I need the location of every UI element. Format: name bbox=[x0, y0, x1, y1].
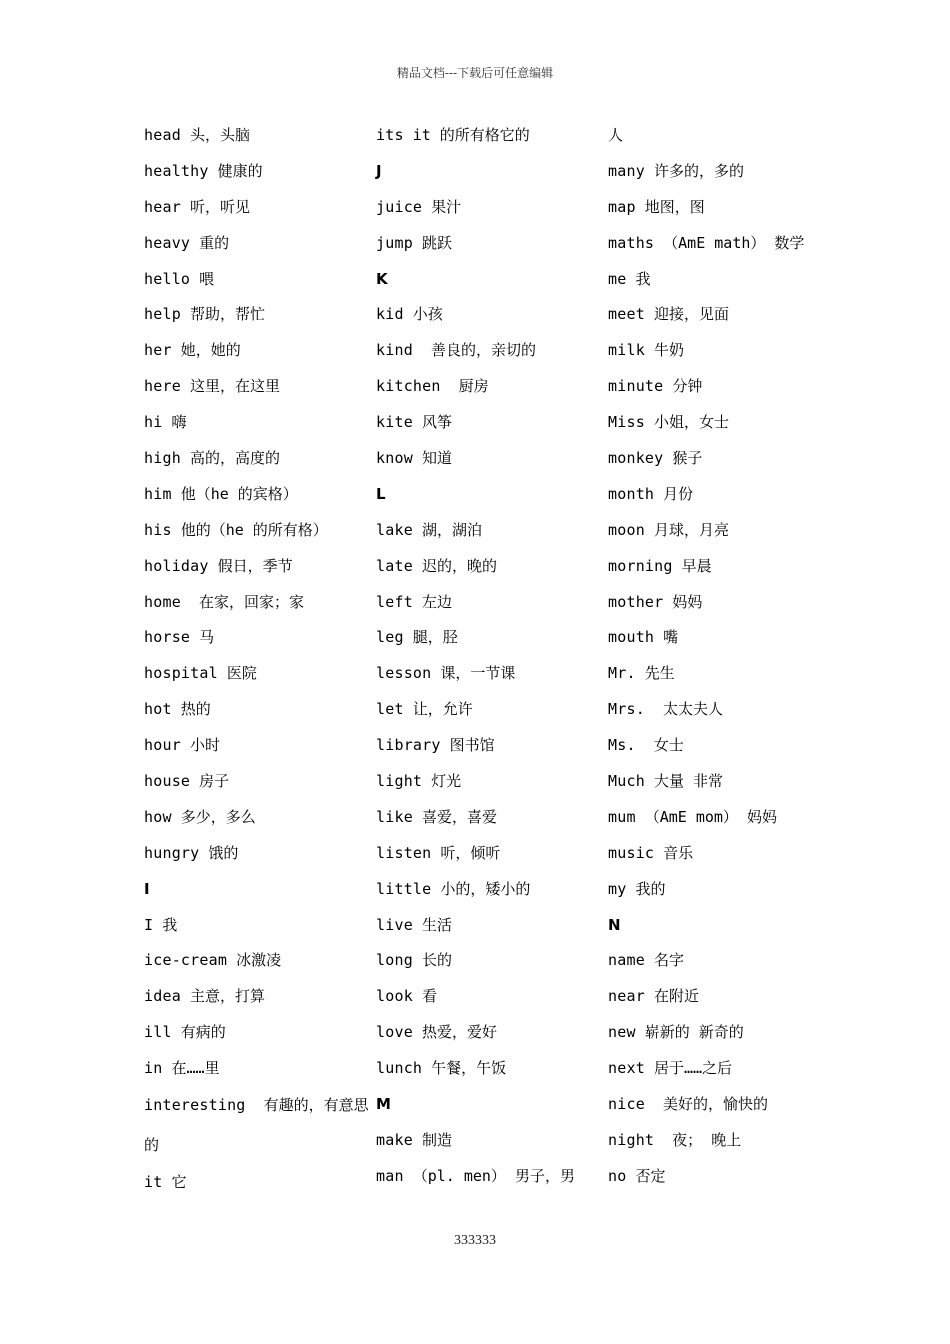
vocab-entry bbox=[144, 979, 369, 1015]
vocab-entry bbox=[608, 943, 833, 979]
vocab-meaning: 他的（he 的所有格） bbox=[180, 520, 328, 539]
vocab-entry bbox=[144, 297, 369, 333]
vocab-meaning: 有病的 bbox=[180, 1023, 226, 1042]
vocab-word: hello bbox=[144, 269, 191, 288]
vocab-meaning: 在……里 bbox=[171, 1059, 220, 1078]
vocab-word: interesting bbox=[144, 1096, 246, 1115]
vocab-meaning: 在附近 bbox=[653, 987, 699, 1006]
vocab-meaning: 图书馆 bbox=[449, 736, 495, 755]
vocab-word: love bbox=[376, 1023, 413, 1042]
page-footer: 333333 bbox=[454, 1233, 496, 1248]
vocab-column-3 bbox=[608, 118, 833, 1195]
vocab-meaning: 左边 bbox=[421, 592, 452, 611]
vocab-word: Ms. bbox=[608, 736, 636, 755]
vocab-meaning: 分钟 bbox=[672, 377, 703, 396]
vocab-entry bbox=[144, 1165, 369, 1201]
vocab-meaning: 冰激凌 bbox=[236, 951, 282, 970]
vocab-meaning: 听，听见 bbox=[189, 197, 250, 216]
vocab-entry bbox=[144, 800, 369, 836]
vocab-meaning: 看 bbox=[421, 987, 437, 1006]
vocab-word: ice-cream bbox=[144, 951, 228, 970]
vocab-word: me bbox=[608, 269, 627, 288]
vocab-meaning: 长的 bbox=[421, 951, 452, 970]
vocab-entry bbox=[376, 764, 601, 800]
vocab-word: left bbox=[376, 592, 413, 611]
vocab-meaning: 月份 bbox=[663, 484, 694, 503]
vocab-meaning: 音乐 bbox=[663, 843, 694, 862]
section-letter: M bbox=[376, 1095, 391, 1114]
vocab-word: it bbox=[144, 1173, 163, 1192]
vocab-word: lake bbox=[376, 520, 413, 539]
vocab-word: leg bbox=[376, 628, 404, 647]
vocab-entry bbox=[144, 764, 369, 800]
vocab-meaning: 在家，回家；家 bbox=[189, 592, 304, 611]
vocab-entry bbox=[376, 1051, 601, 1087]
vocab-word: night bbox=[608, 1130, 655, 1149]
vocab-meaning: 善良的，亲切的 bbox=[421, 341, 536, 360]
vocab-word: heavy bbox=[144, 233, 191, 252]
vocab-entry bbox=[608, 692, 833, 728]
vocab-entry bbox=[144, 1051, 369, 1087]
vocab-meaning: 风筝 bbox=[421, 413, 452, 432]
vocab-meaning: 果汁 bbox=[431, 197, 462, 216]
vocab-word: live bbox=[376, 915, 413, 934]
vocab-entry bbox=[376, 441, 601, 477]
vocab-entry bbox=[144, 585, 369, 621]
vocab-meaning: 牛奶 bbox=[653, 341, 684, 360]
vocab-meaning: 大量 非常 bbox=[653, 772, 723, 791]
vocab-entry bbox=[376, 333, 601, 369]
vocab-meaning: 马 bbox=[199, 628, 215, 647]
vocab-entry bbox=[608, 764, 833, 800]
vocab-meaning: 迟的，晚的 bbox=[421, 556, 497, 575]
vocab-entry bbox=[376, 118, 601, 154]
vocab-word: holiday bbox=[144, 556, 209, 575]
vocab-entry bbox=[608, 656, 833, 692]
vocab-word: juice bbox=[376, 197, 423, 216]
vocab-entry bbox=[608, 226, 833, 262]
vocab-meaning: 喜爱，喜爱 bbox=[421, 807, 497, 826]
vocab-entry bbox=[144, 118, 369, 154]
vocab-meaning: 帮助，帮忙 bbox=[189, 305, 265, 324]
vocab-meaning: 美好的，愉快的 bbox=[653, 1095, 768, 1114]
vocab-word: lunch bbox=[376, 1059, 423, 1078]
vocab-entry bbox=[144, 477, 369, 513]
vocab-entry bbox=[608, 800, 833, 836]
vocab-meaning: 嗨 bbox=[171, 413, 187, 432]
vocab-word: head bbox=[144, 126, 181, 144]
vocab-meaning: 腿，胫 bbox=[412, 628, 458, 647]
vocab-word: know bbox=[376, 449, 413, 468]
vocab-entry bbox=[608, 297, 833, 333]
vocab-entry bbox=[376, 656, 601, 692]
vocab-word: kite bbox=[376, 413, 413, 432]
vocab-entry bbox=[376, 872, 601, 908]
vocab-word: hear bbox=[144, 197, 181, 216]
vocab-meaning: it 的所有格它的 bbox=[412, 126, 530, 144]
vocab-meaning: 让，允许 bbox=[412, 700, 473, 719]
vocab-meaning: 月球，月亮 bbox=[653, 520, 729, 539]
vocab-word: high bbox=[144, 449, 181, 468]
vocab-entry bbox=[608, 1123, 833, 1159]
vocab-meaning: 人 bbox=[608, 126, 624, 144]
vocab-meaning: （AmE math） 数学 bbox=[663, 233, 805, 252]
vocab-meaning: 她，她的 bbox=[180, 341, 241, 360]
vocab-meaning: 有趣的，有意思的 bbox=[144, 1096, 369, 1155]
vocab-meaning: 湖，湖泊 bbox=[421, 520, 482, 539]
vocab-word: man bbox=[376, 1166, 404, 1185]
vocab-meaning: 高的，高度的 bbox=[189, 449, 280, 468]
vocab-word: I bbox=[144, 915, 154, 934]
vocab-word: milk bbox=[608, 341, 645, 360]
vocab-word: library bbox=[376, 736, 441, 755]
vocab-entry bbox=[144, 369, 369, 405]
vocab-word: new bbox=[608, 1023, 636, 1042]
vocab-meaning: 迎接，见面 bbox=[653, 305, 729, 324]
vocab-word: horse bbox=[144, 628, 191, 647]
vocab-meaning: 它 bbox=[171, 1173, 187, 1192]
section-letter: J bbox=[376, 161, 382, 180]
vocab-entry bbox=[608, 118, 833, 154]
vocab-word: her bbox=[144, 341, 172, 360]
vocab-entry bbox=[376, 369, 601, 405]
section-letter: I bbox=[144, 879, 150, 898]
vocab-entry bbox=[608, 1087, 833, 1123]
vocab-entry bbox=[608, 585, 833, 621]
vocab-word: my bbox=[608, 879, 627, 898]
vocab-entry bbox=[608, 154, 833, 190]
vocab-meaning: 否定 bbox=[635, 1166, 666, 1185]
vocab-word: month bbox=[608, 484, 655, 503]
vocab-word: kitchen bbox=[376, 377, 441, 396]
vocab-meaning: 午餐，午饭 bbox=[431, 1059, 507, 1078]
vocab-word: mother bbox=[608, 592, 664, 611]
vocab-entry bbox=[608, 190, 833, 226]
vocab-word: jump bbox=[376, 233, 413, 252]
vocab-meaning: 我 bbox=[635, 269, 651, 288]
section-letter: N bbox=[608, 915, 621, 934]
vocab-entry bbox=[608, 1051, 833, 1087]
vocab-entry bbox=[608, 262, 833, 298]
vocab-entry bbox=[144, 620, 369, 656]
vocab-meaning: 我 bbox=[162, 915, 178, 934]
vocab-meaning: 听，倾听 bbox=[440, 843, 501, 862]
vocab-meaning: 女士 bbox=[644, 736, 684, 755]
vocab-word: Mr. bbox=[608, 664, 636, 683]
vocab-word: hour bbox=[144, 736, 181, 755]
vocab-entry bbox=[608, 728, 833, 764]
vocab-meaning: 跳跃 bbox=[421, 233, 452, 252]
vocab-word: meet bbox=[608, 305, 645, 324]
vocab-word: house bbox=[144, 772, 191, 791]
vocab-word: map bbox=[608, 197, 636, 216]
vocab-word: its bbox=[376, 126, 404, 144]
vocab-word: nice bbox=[608, 1095, 645, 1114]
vocab-word: moon bbox=[608, 520, 645, 539]
vocab-meaning: 制造 bbox=[421, 1130, 452, 1149]
vocab-entry bbox=[144, 1085, 369, 1165]
vocab-entry bbox=[144, 333, 369, 369]
vocab-entry bbox=[144, 836, 369, 872]
vocab-word: music bbox=[608, 843, 655, 862]
vocab-entry bbox=[608, 836, 833, 872]
vocab-entry bbox=[144, 262, 369, 298]
vocab-entry bbox=[608, 477, 833, 513]
vocab-entry bbox=[144, 656, 369, 692]
vocab-word: make bbox=[376, 1130, 413, 1149]
vocab-meaning: 多少，多么 bbox=[180, 807, 256, 826]
vocab-word: many bbox=[608, 161, 645, 180]
vocab-word: let bbox=[376, 700, 404, 719]
vocab-meaning: 主意，打算 bbox=[189, 987, 265, 1006]
vocab-word: morning bbox=[608, 556, 673, 575]
vocab-entry bbox=[376, 226, 601, 262]
vocab-entry bbox=[376, 405, 601, 441]
section-letter: L bbox=[376, 484, 386, 503]
vocab-entry bbox=[608, 549, 833, 585]
vocab-word: his bbox=[144, 520, 172, 539]
vocab-meaning: 小孩 bbox=[412, 305, 443, 324]
vocab-entry bbox=[376, 692, 601, 728]
vocab-entry bbox=[144, 405, 369, 441]
vocab-meaning: 头，头脑 bbox=[189, 126, 250, 144]
vocab-entry bbox=[608, 620, 833, 656]
vocab-entry bbox=[376, 979, 601, 1015]
vocab-meaning: 居于……之后 bbox=[653, 1059, 732, 1078]
vocab-meaning: 知道 bbox=[421, 449, 452, 468]
vocab-word: like bbox=[376, 807, 413, 826]
vocab-entry bbox=[376, 728, 601, 764]
vocab-word: Mrs. bbox=[608, 700, 645, 719]
vocab-entry bbox=[376, 1123, 601, 1159]
vocab-meaning: 猴子 bbox=[672, 449, 703, 468]
vocab-meaning: 小时 bbox=[189, 736, 220, 755]
vocab-entry bbox=[608, 979, 833, 1015]
vocab-entry bbox=[144, 728, 369, 764]
vocab-word: home bbox=[144, 592, 181, 611]
vocab-entry bbox=[608, 333, 833, 369]
vocab-word: mum bbox=[608, 807, 636, 826]
vocab-word: late bbox=[376, 556, 413, 575]
vocab-word: monkey bbox=[608, 449, 664, 468]
vocab-word: kind bbox=[376, 341, 413, 360]
vocab-word: lesson bbox=[376, 664, 432, 683]
vocab-word: ill bbox=[144, 1023, 172, 1042]
vocab-entry bbox=[376, 513, 601, 549]
vocab-meaning: 热爱，爱好 bbox=[421, 1023, 497, 1042]
vocab-word: in bbox=[144, 1059, 163, 1078]
vocab-entry bbox=[376, 908, 601, 944]
vocab-entry bbox=[376, 800, 601, 836]
vocab-word: kid bbox=[376, 305, 404, 324]
vocab-entry bbox=[376, 297, 601, 333]
vocab-entry bbox=[376, 620, 601, 656]
vocab-word: healthy bbox=[144, 161, 209, 180]
vocab-word: listen bbox=[376, 843, 432, 862]
vocab-meaning: 生活 bbox=[421, 915, 452, 934]
vocab-meaning: 健康的 bbox=[217, 161, 263, 180]
vocab-entry bbox=[144, 943, 369, 979]
vocab-meaning: 医院 bbox=[226, 664, 257, 683]
vocab-entry bbox=[144, 513, 369, 549]
vocab-word: how bbox=[144, 807, 172, 826]
vocab-entry bbox=[144, 549, 369, 585]
vocab-word: near bbox=[608, 987, 645, 1006]
vocab-entry bbox=[144, 190, 369, 226]
vocab-word: idea bbox=[144, 987, 181, 1006]
vocab-meaning: 课，一节课 bbox=[440, 664, 516, 683]
vocab-meaning: 我的 bbox=[635, 879, 666, 898]
vocab-entry bbox=[376, 585, 601, 621]
vocab-word: Much bbox=[608, 772, 645, 791]
vocab-meaning: 小姐，女士 bbox=[653, 413, 729, 432]
vocab-word: mouth bbox=[608, 628, 655, 647]
vocab-meaning: 夜； 晚上 bbox=[663, 1130, 742, 1149]
vocab-word: next bbox=[608, 1059, 645, 1078]
vocab-meaning: 崭新的 新奇的 bbox=[644, 1023, 744, 1042]
vocab-word: minute bbox=[608, 377, 664, 396]
vocab-word: long bbox=[376, 951, 413, 970]
vocab-entry bbox=[376, 943, 601, 979]
vocab-word: hot bbox=[144, 700, 172, 719]
vocab-entry bbox=[608, 872, 833, 908]
vocab-entry bbox=[144, 1015, 369, 1051]
vocab-word: hi bbox=[144, 413, 163, 432]
page-header: 精品文档---下载后可任意编辑 bbox=[396, 66, 554, 80]
vocab-entry bbox=[608, 441, 833, 477]
vocab-entry bbox=[144, 908, 369, 944]
vocab-entry bbox=[144, 441, 369, 477]
vocab-meaning: 先生 bbox=[644, 664, 675, 683]
vocab-meaning: 小的，矮小的 bbox=[440, 879, 531, 898]
vocab-word: light bbox=[376, 772, 423, 791]
vocab-word: hospital bbox=[144, 664, 218, 683]
vocab-word: here bbox=[144, 377, 181, 396]
vocab-meaning: 许多的，多的 bbox=[653, 161, 744, 180]
vocab-meaning: 厨房 bbox=[449, 377, 489, 396]
vocab-entry bbox=[376, 836, 601, 872]
vocab-entry bbox=[608, 1015, 833, 1051]
vocab-word: look bbox=[376, 987, 413, 1006]
vocab-meaning: 重的 bbox=[199, 233, 230, 252]
vocab-word: name bbox=[608, 951, 645, 970]
vocab-meaning: 这里，在这里 bbox=[189, 377, 280, 396]
vocab-meaning: 他（he 的宾格） bbox=[180, 484, 298, 503]
vocab-word: Miss bbox=[608, 413, 645, 432]
vocab-meaning: 热的 bbox=[180, 700, 211, 719]
section-letter: K bbox=[376, 269, 388, 288]
vocab-word: hungry bbox=[144, 843, 200, 862]
vocab-column-1 bbox=[144, 118, 369, 1201]
vocab-entry bbox=[144, 226, 369, 262]
vocab-word: him bbox=[144, 484, 172, 503]
vocab-entry bbox=[376, 1015, 601, 1051]
vocab-meaning: 房子 bbox=[199, 772, 230, 791]
vocab-entry bbox=[608, 1159, 833, 1195]
vocab-entry bbox=[608, 405, 833, 441]
vocab-word: little bbox=[376, 879, 432, 898]
vocab-meaning: 喂 bbox=[199, 269, 215, 288]
vocab-meaning: 地图，图 bbox=[644, 197, 705, 216]
vocab-entry bbox=[376, 1159, 601, 1195]
vocab-meaning: 太太夫人 bbox=[653, 700, 723, 719]
vocab-entry bbox=[608, 369, 833, 405]
vocab-entry bbox=[144, 692, 369, 728]
vocab-meaning: 名字 bbox=[653, 951, 684, 970]
vocab-entry bbox=[144, 154, 369, 190]
vocab-meaning: 假日，季节 bbox=[217, 556, 293, 575]
vocab-meaning: 灯光 bbox=[431, 772, 462, 791]
vocab-column-2 bbox=[376, 118, 601, 1195]
vocab-entry bbox=[376, 190, 601, 226]
vocab-word: help bbox=[144, 305, 181, 324]
vocab-entry bbox=[608, 513, 833, 549]
vocab-word: no bbox=[608, 1166, 627, 1185]
vocab-entry bbox=[376, 549, 601, 585]
vocab-meaning: 饿的 bbox=[208, 843, 239, 862]
vocab-meaning: （AmE mom） 妈妈 bbox=[644, 807, 777, 826]
vocab-meaning: 妈妈 bbox=[672, 592, 703, 611]
vocab-meaning: （pl. men） 男子，男 bbox=[412, 1166, 575, 1185]
vocab-meaning: 嘴 bbox=[663, 628, 679, 647]
vocab-meaning: 早晨 bbox=[681, 556, 712, 575]
vocab-word: maths bbox=[608, 233, 655, 252]
